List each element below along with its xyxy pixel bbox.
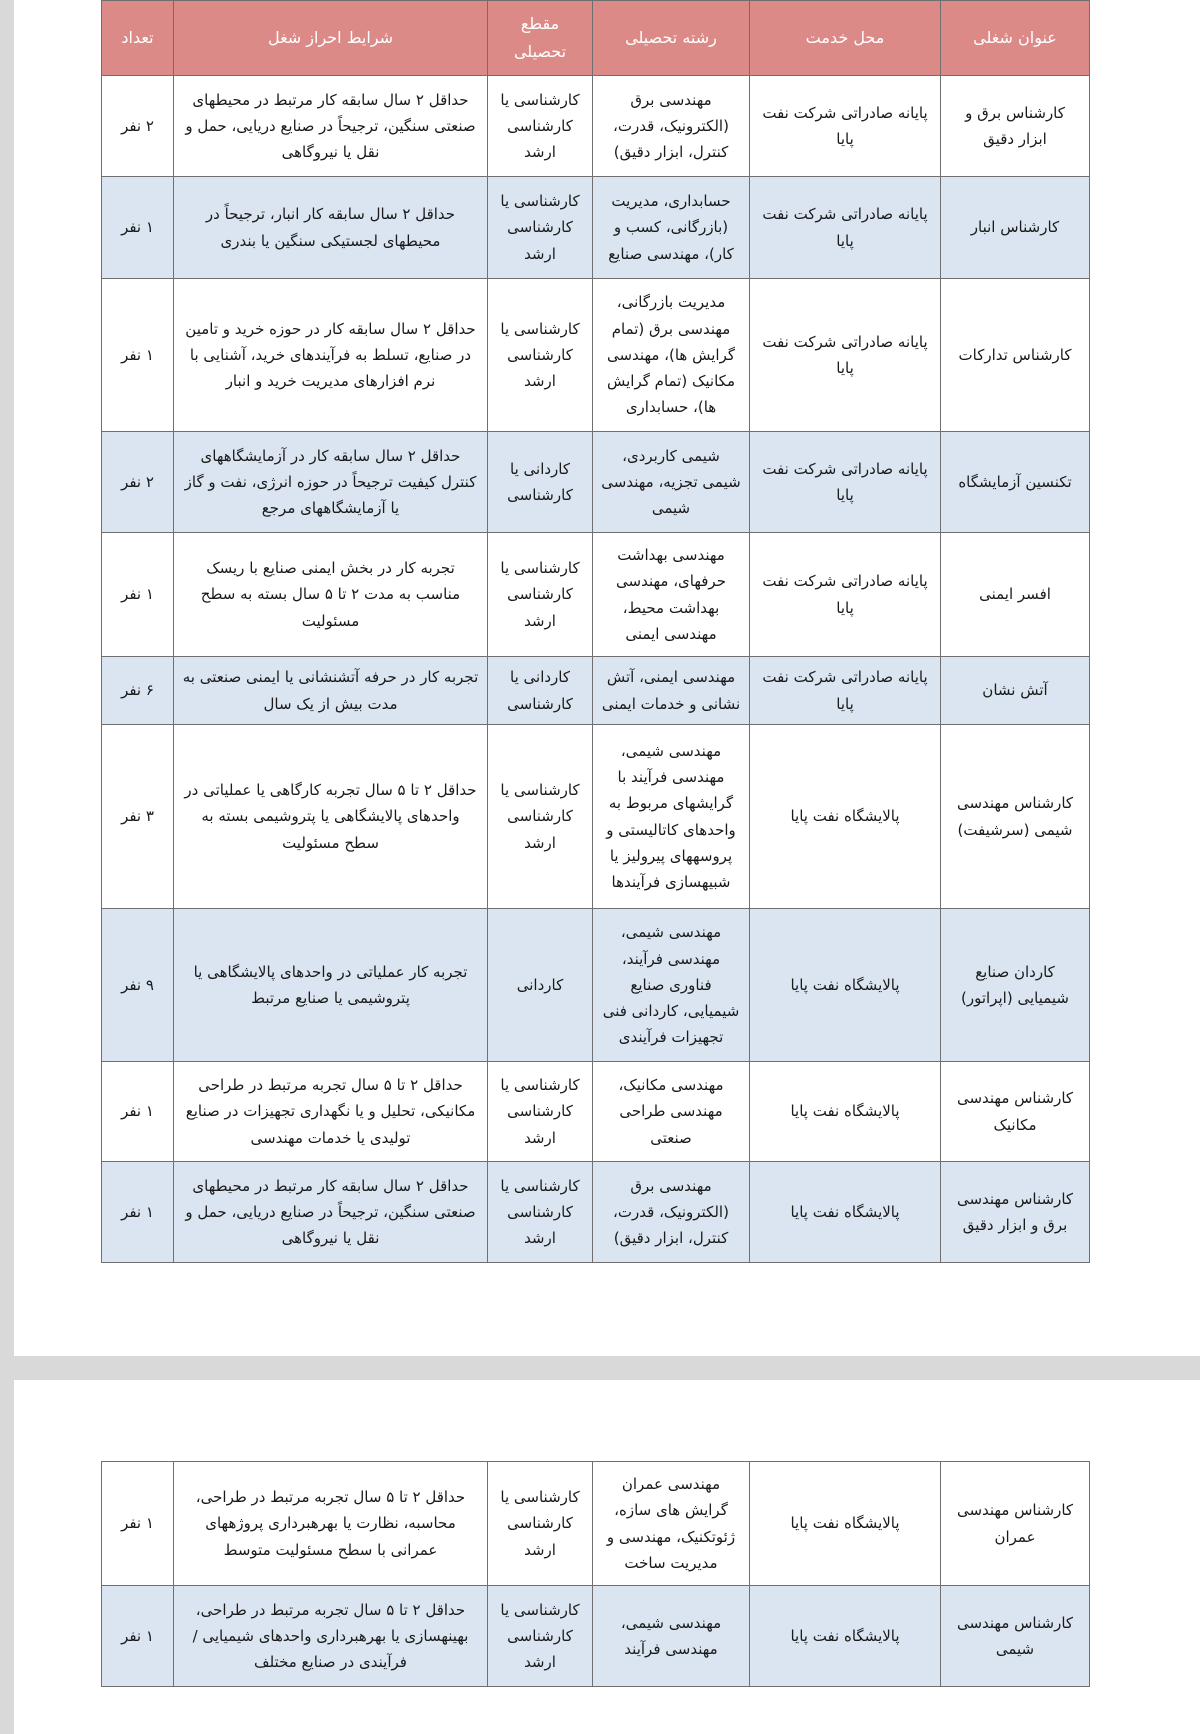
header-job-title: عنوان شغلی xyxy=(941,1,1090,76)
cell-degree: کاردانی یا کارشناسی xyxy=(488,657,593,725)
cell-location: پایانه صادراتی شرکت نفت پایا xyxy=(750,533,941,657)
cell-field: مهندسی عمران گرایش های سازه، ژئوتکنیک، مهندسی و مدیریت ساخت xyxy=(593,1462,750,1586)
job-openings-table-continued xyxy=(101,1461,1090,1687)
cell-requirements: حداقل ۲ سال سابقه کار در حوزه خرید و تامین در صنایع، تسلط به فرآیندهای خرید، آشنایی با نرم افزارهای مدیریت خرید و انبار xyxy=(174,279,488,432)
cell-location: پایانه صادراتی شرکت نفت پایا xyxy=(750,177,941,279)
table-row xyxy=(102,279,1090,432)
cell-field: مهندسی شیمی، مهندسی فرآیند xyxy=(593,1586,750,1687)
cell-count: ۲ نفر xyxy=(102,76,174,177)
cell-requirements: تجربه کار در حرفه آتشنشانی یا ایمنی صنعتی به مدت بیش از یک سال xyxy=(174,657,488,725)
cell-job-title: کارشناس برق و ابزار دقیق xyxy=(941,76,1090,177)
cell-degree: کارشناسی یا کارشناسی ارشد xyxy=(488,1586,593,1687)
cell-location: پالایشگاه نفت پایا xyxy=(750,1162,941,1263)
header-count: تعداد xyxy=(102,1,174,76)
header-location: محل خدمت xyxy=(750,1,941,76)
table-row xyxy=(102,1586,1090,1687)
cell-field: مهندسی مکانیک، مهندسی طراحی صنعتی xyxy=(593,1062,750,1162)
cell-job-title: کاردان صنایع شیمیایی (اپراتور) xyxy=(941,909,1090,1062)
job-openings-table xyxy=(101,0,1090,1263)
table-row xyxy=(102,432,1090,533)
cell-count: ۱ نفر xyxy=(102,1586,174,1687)
cell-location: پایانه صادراتی شرکت نفت پایا xyxy=(750,279,941,432)
cell-field: مهندسی شیمی، مهندسی فرآیند با گرایشهای مربوط به واحدهای کاتالیستی و پروسههای پیرولیز یا شبیهسازی فرآیندها xyxy=(593,725,750,909)
cell-job-title: کارشناس مهندسی شیمی xyxy=(941,1586,1090,1687)
cell-field: مهندسی برق (الکترونیک، قدرت، کنترل، ابزار دقیق) xyxy=(593,76,750,177)
cell-location: پالایشگاه نفت پایا xyxy=(750,1062,941,1162)
cell-count: ۶ نفر xyxy=(102,657,174,725)
header-degree: مقطع تحصیلی xyxy=(488,1,593,76)
cell-degree: کاردانی xyxy=(488,909,593,1062)
header-requirements: شرایط احراز شغل xyxy=(174,1,488,76)
cell-job-title: کارشناس تدارکات xyxy=(941,279,1090,432)
cell-field: مهندسی بهداشت حرفهای، مهندسی بهداشت محیط، مهندسی ایمنی xyxy=(593,533,750,657)
table-row xyxy=(102,1062,1090,1162)
cell-degree: کارشناسی یا کارشناسی ارشد xyxy=(488,1062,593,1162)
table-header-row xyxy=(102,1,1090,76)
cell-job-title: تکنسین آزمایشگاه xyxy=(941,432,1090,533)
cell-requirements: حداقل ۲ سال سابقه کار مرتبط در محیطهای صنعتی سنگین، ترجیحاً در صنایع دریایی، حمل و نقل یا نیروگاهی xyxy=(174,76,488,177)
cell-job-title: آتش نشان xyxy=(941,657,1090,725)
cell-job-title: کارشناس انبار xyxy=(941,177,1090,279)
cell-location: پایانه صادراتی شرکت نفت پایا xyxy=(750,657,941,725)
cell-location: پالایشگاه نفت پایا xyxy=(750,725,941,909)
cell-count: ۱ نفر xyxy=(102,1062,174,1162)
cell-requirements: حداقل ۲ سال سابقه کار در آزمایشگاههای کنترل کیفیت ترجیحاً در حوزه انرژی، نفت و گاز یا آزمایشگاههای مرجع xyxy=(174,432,488,533)
document-page-1 xyxy=(14,0,1200,1356)
cell-field: مهندسی برق (الکترونیک، قدرت، کنترل، ابزار دقیق) xyxy=(593,1162,750,1263)
cell-requirements: حداقل ۲ تا ۵ سال تجربه مرتبط در طراحی، بهینهسازی یا بهرهبرداری واحدهای شیمیایی / فرآیندی در صنایع مختلف xyxy=(174,1586,488,1687)
cell-degree: کاردانی یا کارشناسی xyxy=(488,432,593,533)
cell-field: مهندسی ایمنی، آتش نشانی و خدمات ایمنی xyxy=(593,657,750,725)
document-page-2 xyxy=(14,1380,1200,1734)
cell-degree: کارشناسی یا کارشناسی ارشد xyxy=(488,279,593,432)
cell-count: ۱ نفر xyxy=(102,1462,174,1586)
cell-location: پایانه صادراتی شرکت نفت پایا xyxy=(750,76,941,177)
cell-count: ۲ نفر xyxy=(102,432,174,533)
cell-count: ۱ نفر xyxy=(102,279,174,432)
table-row xyxy=(102,76,1090,177)
cell-field: حسابداری، مدیریت (بازرگانی، کسب و کار)، مهندسی صنایع xyxy=(593,177,750,279)
cell-location: پایانه صادراتی شرکت نفت پایا xyxy=(750,432,941,533)
cell-job-title: کارشناس مهندسی عمران xyxy=(941,1462,1090,1586)
cell-requirements: حداقل ۲ سال سابقه کار مرتبط در محیطهای صنعتی سنگین، ترجیحاً در صنایع دریایی، حمل و نقل یا نیروگاهی xyxy=(174,1162,488,1263)
table-row xyxy=(102,1162,1090,1263)
cell-location: پالایشگاه نفت پایا xyxy=(750,909,941,1062)
cell-location: پالایشگاه نفت پایا xyxy=(750,1462,941,1586)
cell-degree: کارشناسی یا کارشناسی ارشد xyxy=(488,725,593,909)
cell-location: پالایشگاه نفت پایا xyxy=(750,1586,941,1687)
cell-count: ۱ نفر xyxy=(102,1162,174,1263)
cell-requirements: حداقل ۲ سال سابقه کار انبار، ترجیحاً در محیطهای لجستیکی سنگین یا بندری xyxy=(174,177,488,279)
cell-job-title: افسر ایمنی xyxy=(941,533,1090,657)
table-row xyxy=(102,909,1090,1062)
table-row xyxy=(102,533,1090,657)
cell-count: ۱ نفر xyxy=(102,533,174,657)
table-row xyxy=(102,1462,1090,1586)
cell-job-title: کارشناس مهندسی مکانیک xyxy=(941,1062,1090,1162)
cell-field: مدیریت بازرگانی، مهندسی برق (تمام گرایش ها)، مهندسی مکانیک (تمام گرایش ها)، حسابداری xyxy=(593,279,750,432)
cell-degree: کارشناسی یا کارشناسی ارشد xyxy=(488,177,593,279)
cell-count: ۹ نفر xyxy=(102,909,174,1062)
cell-degree: کارشناسی یا کارشناسی ارشد xyxy=(488,1162,593,1263)
table-row xyxy=(102,657,1090,725)
cell-field: شیمی کاربردی، شیمی تجزیه، مهندسی شیمی xyxy=(593,432,750,533)
table-row xyxy=(102,725,1090,909)
cell-job-title: کارشناس مهندسی برق و ابزار دقیق xyxy=(941,1162,1090,1263)
cell-degree: کارشناسی یا کارشناسی ارشد xyxy=(488,533,593,657)
cell-requirements: تجربه کار در بخش ایمنی صنایع با ریسک مناسب به مدت ۲ تا ۵ سال بسته به سطح مسئولیت xyxy=(174,533,488,657)
cell-degree: کارشناسی یا کارشناسی ارشد xyxy=(488,76,593,177)
cell-requirements: حداقل ۲ تا ۵ سال تجربه مرتبط در طراحی، محاسبه، نظارت یا بهرهبرداری پروژههای عمرانی با سطح مسئولیت متوسط xyxy=(174,1462,488,1586)
cell-field: مهندسی شیمی، مهندسی فرآیند، فناوری صنایع شیمیایی، کاردانی فنی تجهیزات فرآیندی xyxy=(593,909,750,1062)
header-field: رشته تحصیلی xyxy=(593,1,750,76)
cell-count: ۱ نفر xyxy=(102,177,174,279)
cell-requirements: حداقل ۲ تا ۵ سال تجربه کارگاهی یا عملیاتی در واحدهای پالایشگاهی یا پتروشیمی بسته به سطح مسئولیت xyxy=(174,725,488,909)
cell-job-title: کارشناس مهندسی شیمی (سرشیفت) xyxy=(941,725,1090,909)
table-row xyxy=(102,177,1090,279)
cell-requirements: حداقل ۲ تا ۵ سال تجربه مرتبط در طراحی مکانیکی، تحلیل و یا نگهداری تجهیزات در صنایع تولیدی یا خدمات مهندسی xyxy=(174,1062,488,1162)
cell-requirements: تجربه کار عملیاتی در واحدهای پالایشگاهی یا پتروشیمی یا صنایع مرتبط xyxy=(174,909,488,1062)
cell-degree: کارشناسی یا کارشناسی ارشد xyxy=(488,1462,593,1586)
cell-count: ۳ نفر xyxy=(102,725,174,909)
